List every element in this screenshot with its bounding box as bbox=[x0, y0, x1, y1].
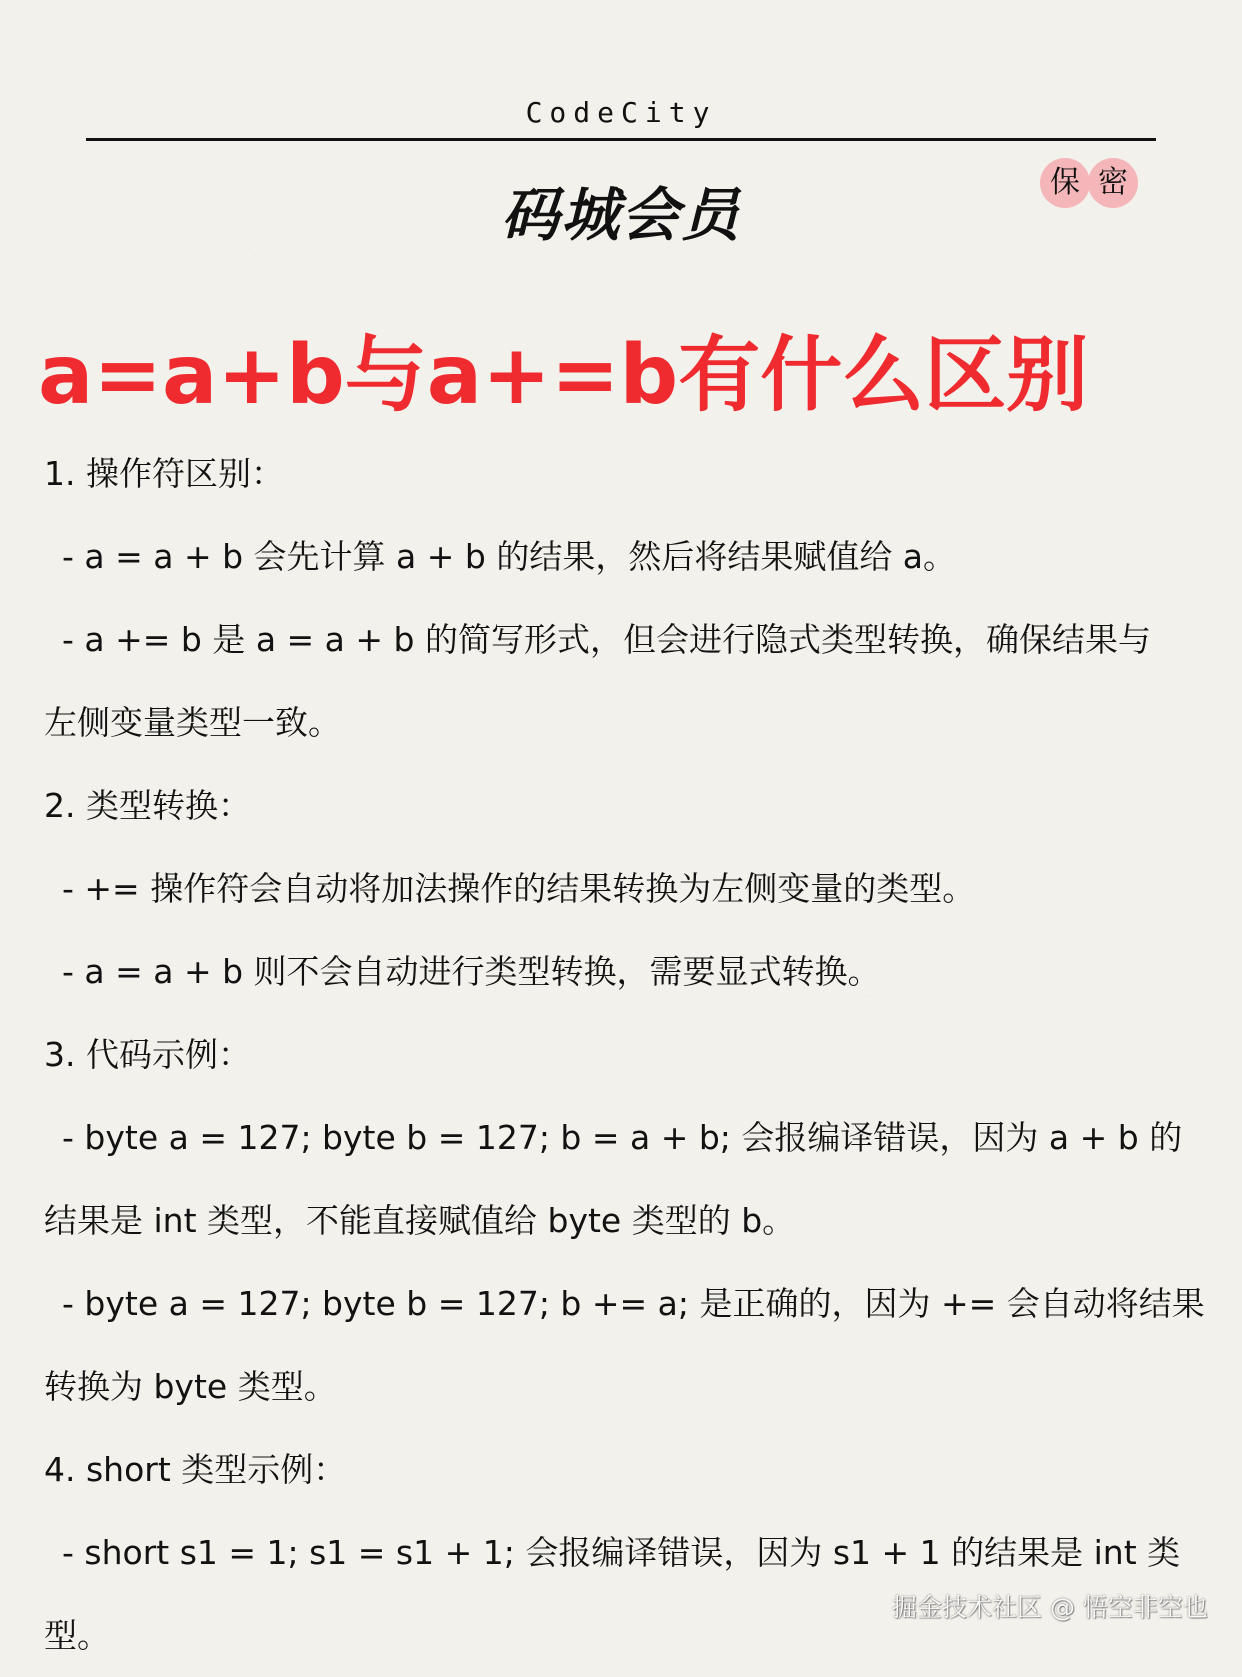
section-heading: 1. 操作符区别： bbox=[44, 454, 284, 493]
section-heading: 3. 代码示例： bbox=[44, 1035, 251, 1074]
brand-name: CodeCity bbox=[525, 96, 717, 129]
article-body bbox=[44, 432, 1205, 1677]
confidential-stamp bbox=[1040, 158, 1136, 208]
bullet-line: - += 操作符会自动将加法操作的结果转换为左侧变量的类型。 bbox=[62, 869, 976, 908]
watermark-text: 掘金技术社区 @ 悟空非空也 bbox=[892, 1593, 1208, 1622]
section-heading: 2. 类型转换： bbox=[44, 786, 251, 825]
bullet-line: - short s1 = 1; s1 = s1 + 1; 会报编译错误，因为 s1 + 1 的结果是 int 类 bbox=[62, 1533, 1181, 1572]
bullet-line: - a += b 是 a = a + b 的简写形式，但会进行隐式类型转换，确保结果与 bbox=[62, 620, 1151, 659]
bullet-continuation: 转换为 byte 类型。 bbox=[44, 1367, 337, 1406]
stamp-char: 密 bbox=[1088, 158, 1138, 208]
page-title: a=a+b与a+=b有什么区别 bbox=[38, 328, 1089, 423]
bullet-line: - a = a + b 则不会自动进行类型转换，需要显式转换。 bbox=[62, 952, 881, 991]
bullet-line: - byte a = 127; byte b = 127; b += a; 是正确的，因为 += 会自动将结果 bbox=[62, 1284, 1205, 1323]
bullet-line: - a = a + b 会先计算 a + b 的结果，然后将结果赋值给 a。 bbox=[62, 537, 957, 576]
bullet-line: - byte a = 127; byte b = 127; b = a + b; 会报编译错误，因为 a + b 的 bbox=[62, 1118, 1183, 1157]
stamp-char: 保 bbox=[1040, 158, 1090, 208]
header-divider bbox=[86, 138, 1156, 141]
section-heading: 4. short 类型示例： bbox=[44, 1450, 347, 1489]
bullet-continuation: 型。 bbox=[44, 1616, 110, 1655]
bullet-continuation: 左侧变量类型一致。 bbox=[44, 703, 341, 742]
bullet-continuation: 结果是 int 类型，不能直接赋值给 byte 类型的 b。 bbox=[44, 1201, 796, 1240]
club-title: 码城会员 bbox=[500, 181, 741, 249]
